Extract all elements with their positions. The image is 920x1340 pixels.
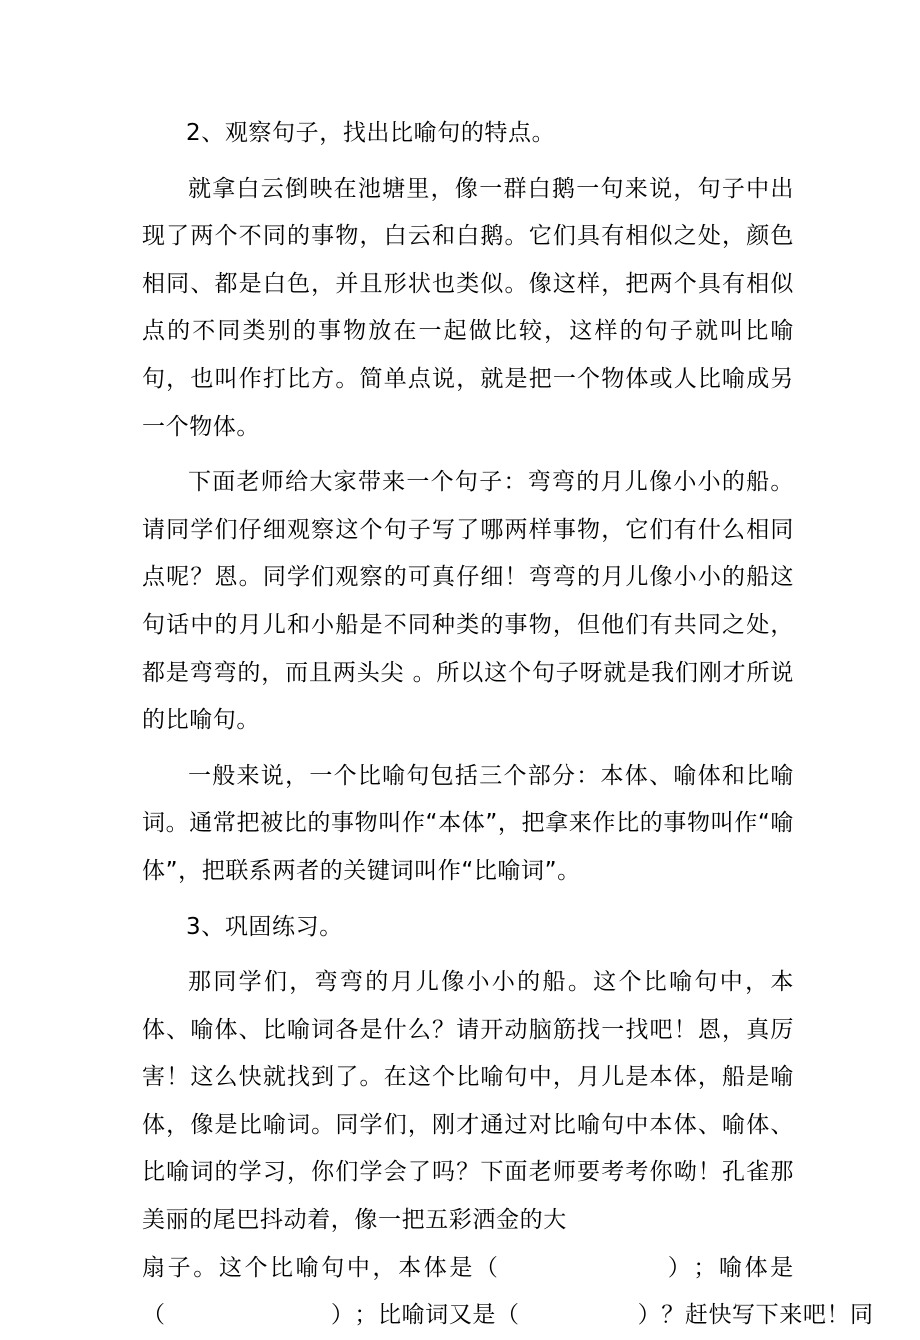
practice-text: 那同学们，弯弯的月儿像小小的船。这个比喻句中，本体、喻体、比喻词各是什么？请开动脑筋找一找吧！恩，真厉害！这么快就找到了。在这个比喻句中，月儿是本体，船是喻体，像是比喻词。同学们，刚才通过对比喻句中本体、喻体、比喻词的学习，你们学会了吗？下面老师要考考你呦！孔雀那美丽的尾巴抖动着，像一把五彩洒金的大 — [142, 969, 794, 1234]
blank-open-paren: （ — [474, 1254, 499, 1281]
paragraph-simile-parts: 一般来说，一个比喻句包括三个部分：本体、喻体和比喻词。通常把被比的事物叫作“本体”，把拿来作比的事物叫作“喻体”，把联系两者的关键词叫作“比喻词”。 — [142, 762, 794, 884]
answer-blank-comparator — [520, 1292, 638, 1340]
practice-blank-line-1: 扇 子 。 这 个 比 喻 句 中 ， 本 体 是 （ ） ； 喻 体 是 — [142, 1245, 794, 1293]
section-heading-3: 3、巩固练习。 — [186, 913, 343, 940]
blank-open-paren: （ — [496, 1302, 520, 1329]
blank-close-paren: ） — [637, 1302, 662, 1329]
answer-blank-tenor — [501, 1245, 666, 1293]
paragraph-moon-boat-example: 下面老师给大家带来一个句子：弯弯的月儿像小小的船。请同学们仔细观察这个句子写了哪两样事物，它们有什么相同点呢？恩。同学们观察的可真仔细！弯弯的月儿像小小的船这句话中的月儿和小船是不同种类的事物，但他们有共同之处，都是弯弯的，而且两头尖 。所以这个句子呀就是我们刚才所说的比喻句。 — [142, 469, 794, 734]
document-page — [142, 110, 874, 1340]
paragraph-simile-definition: 就拿白云倒映在池塘里，像一群白鹅一句来说，句子中出现了两个不同的事物，白云和白鹅。它们具有相似之处，颜色相同、都是白色，并且形状也类似。像这样，把两个具有相似点的不同类别的事物放在一起做比较，这样的句子就叫比喻句，也叫作打比方。简单点说，就是把一个物体或人比喻成另一个物体。 — [142, 175, 794, 440]
blank-open-paren: （ — [142, 1302, 166, 1329]
answer-blank-vehicle — [166, 1292, 331, 1340]
blank-close-paren: ） — [330, 1302, 355, 1329]
section-heading-2: 2、观察句子，找出比喻句的特点。 — [186, 120, 556, 146]
practice-blank-line-2: （ ） ；比喻词又是 （ ） ？赶快写下来吧！同 — [142, 1292, 794, 1340]
paragraph-practice-exercise — [142, 959, 874, 1340]
blank-close-paren: ） — [667, 1254, 692, 1281]
